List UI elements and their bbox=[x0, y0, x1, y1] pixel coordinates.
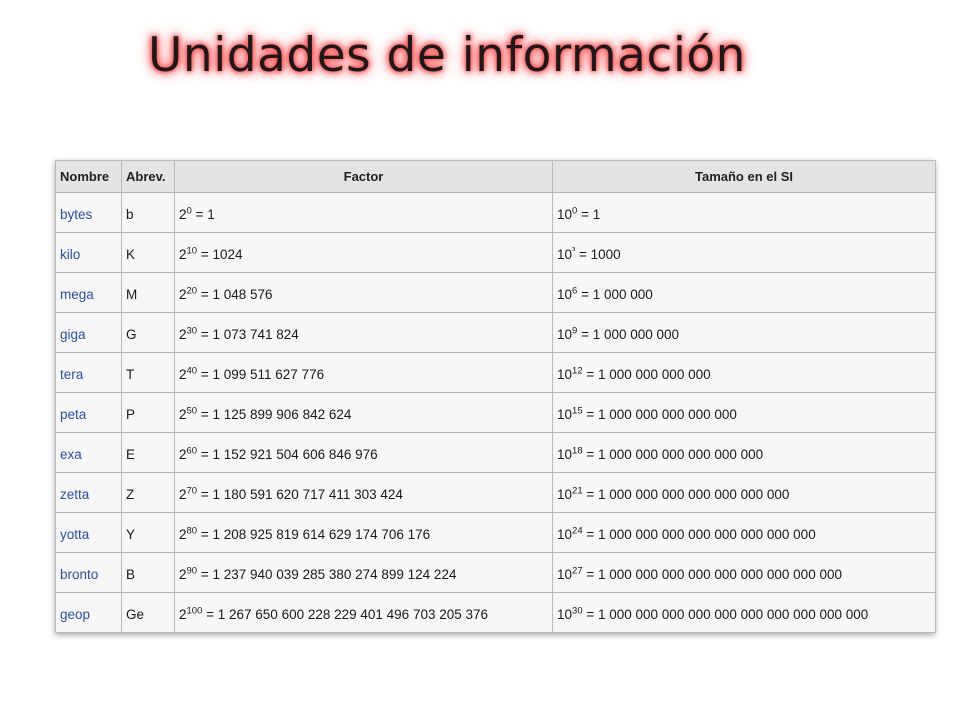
unit-si-size bbox=[553, 593, 936, 633]
table-body bbox=[56, 193, 936, 633]
unit-name-link[interactable]: kilo bbox=[56, 233, 122, 273]
unit-name-link[interactable]: exa bbox=[56, 433, 122, 473]
factor-value: = 1 267 650 600 228 229 401 496 703 205 376 bbox=[202, 607, 489, 622]
unit-name-link[interactable]: zetta bbox=[56, 473, 122, 513]
unit-si-size bbox=[553, 353, 936, 393]
unit-abbr: P bbox=[122, 393, 175, 433]
factor-value: = 1 048 576 bbox=[197, 287, 273, 302]
unit-factor bbox=[175, 193, 553, 233]
si-value: = 1 000 000 000 000 000 000 bbox=[582, 447, 764, 462]
table-row bbox=[56, 593, 936, 633]
factor-value: = 1 073 741 824 bbox=[197, 327, 299, 342]
si-exponent: 12 bbox=[572, 365, 583, 377]
unit-factor bbox=[175, 593, 553, 633]
factor-base: 2 bbox=[179, 207, 187, 222]
factor-base: 2 bbox=[179, 327, 187, 342]
si-exponent: 6 bbox=[572, 285, 578, 297]
unit-si-size bbox=[553, 233, 936, 273]
factor-exponent: 20 bbox=[186, 285, 198, 297]
factor-base: 2 bbox=[179, 447, 187, 462]
factor-base: 2 bbox=[179, 487, 187, 502]
si-value: = 1 000 000 000 000 bbox=[582, 367, 711, 382]
table-row bbox=[56, 513, 936, 553]
si-value: = 1 000 000 000 000 000 bbox=[582, 407, 737, 422]
table-row bbox=[56, 553, 936, 593]
si-value: = 1 000 000 000 000 000 000 000 bbox=[582, 487, 790, 502]
factor-exponent: 10 bbox=[186, 245, 198, 257]
unit-factor bbox=[175, 273, 553, 313]
si-exponent: 27 bbox=[572, 565, 583, 577]
units-table bbox=[55, 160, 936, 633]
table-row bbox=[56, 433, 936, 473]
table-row bbox=[56, 313, 936, 353]
unit-abbr: B bbox=[122, 553, 175, 593]
unit-name-link[interactable]: tera bbox=[56, 353, 122, 393]
si-exponent: 18 bbox=[572, 445, 583, 457]
factor-base: 2 bbox=[179, 367, 187, 382]
unit-si-size bbox=[553, 473, 936, 513]
factor-value: = 1 237 940 039 285 380 274 899 124 224 bbox=[197, 567, 457, 582]
unit-name-link[interactable]: yotta bbox=[56, 513, 122, 553]
si-base: 10 bbox=[557, 367, 573, 382]
factor-base: 2 bbox=[179, 607, 187, 622]
unit-si-size bbox=[553, 193, 936, 233]
unit-si-size bbox=[553, 553, 936, 593]
unit-si-size bbox=[553, 513, 936, 553]
unit-name-link[interactable]: peta bbox=[56, 393, 122, 433]
unit-abbr: K bbox=[122, 233, 175, 273]
unit-abbr: Ge bbox=[122, 593, 175, 633]
si-value: = 1 000 000 bbox=[577, 287, 653, 302]
factor-value: = 1024 bbox=[197, 247, 243, 262]
unit-name-link[interactable]: mega bbox=[56, 273, 122, 313]
unit-abbr: M bbox=[122, 273, 175, 313]
unit-abbr: Y bbox=[122, 513, 175, 553]
si-exponent: ³ bbox=[572, 245, 576, 257]
factor-exponent: 80 bbox=[186, 525, 198, 537]
header-name[interactable]: Nombre bbox=[56, 161, 122, 193]
unit-factor bbox=[175, 353, 553, 393]
factor-exponent: 40 bbox=[186, 365, 198, 377]
unit-abbr: G bbox=[122, 313, 175, 353]
factor-value: = 1 099 511 627 776 bbox=[197, 367, 325, 382]
unit-si-size bbox=[553, 313, 936, 353]
si-exponent: 9 bbox=[572, 325, 578, 337]
factor-exponent: 0 bbox=[186, 205, 192, 217]
header-abbr[interactable]: Abrev. bbox=[122, 161, 175, 193]
unit-abbr: b bbox=[122, 193, 175, 233]
si-base: 10 bbox=[557, 327, 573, 342]
unit-factor bbox=[175, 393, 553, 433]
factor-base: 2 bbox=[179, 567, 187, 582]
header-factor[interactable]: Factor bbox=[175, 161, 553, 193]
factor-exponent: 50 bbox=[186, 405, 198, 417]
unit-si-size bbox=[553, 273, 936, 313]
table-row bbox=[56, 273, 936, 313]
unit-si-size bbox=[553, 393, 936, 433]
si-exponent: 0 bbox=[572, 205, 578, 217]
unit-abbr: E bbox=[122, 433, 175, 473]
unit-abbr: T bbox=[122, 353, 175, 393]
factor-value: = 1 180 591 620 717 411 303 424 bbox=[197, 487, 403, 502]
si-value: = 1000 bbox=[575, 247, 621, 262]
si-base: 10 bbox=[557, 287, 573, 302]
si-base: 10 bbox=[557, 487, 573, 502]
slide-title: Unidades de información bbox=[148, 28, 746, 83]
si-base: 10 bbox=[557, 567, 573, 582]
factor-value: = 1 bbox=[191, 207, 215, 222]
factor-value: = 1 152 921 504 606 846 976 bbox=[197, 447, 378, 462]
si-value: = 1 bbox=[577, 207, 601, 222]
unit-factor bbox=[175, 433, 553, 473]
si-value: = 1 000 000 000 000 000 000 000 000 bbox=[582, 527, 816, 542]
si-value: = 1 000 000 000 000 000 000 000 000 000 000 bbox=[582, 607, 869, 622]
factor-exponent: 90 bbox=[186, 565, 198, 577]
si-value: = 1 000 000 000 bbox=[577, 327, 680, 342]
table-row bbox=[56, 233, 936, 273]
si-exponent: 15 bbox=[572, 405, 583, 417]
factor-base: 2 bbox=[179, 287, 187, 302]
unit-factor bbox=[175, 553, 553, 593]
si-value: = 1 000 000 000 000 000 000 000 000 000 bbox=[582, 567, 842, 582]
table-row bbox=[56, 393, 936, 433]
table-row bbox=[56, 193, 936, 233]
unit-name-link[interactable]: geop bbox=[56, 593, 122, 633]
si-base: 10 bbox=[557, 247, 573, 262]
unit-factor bbox=[175, 513, 553, 553]
si-exponent: 24 bbox=[572, 525, 583, 537]
factor-exponent: 70 bbox=[186, 485, 198, 497]
factor-base: 2 bbox=[179, 407, 187, 422]
unit-name-link[interactable]: giga bbox=[56, 313, 122, 353]
si-base: 10 bbox=[557, 447, 573, 462]
factor-exponent: 100 bbox=[186, 605, 203, 617]
table-row bbox=[56, 353, 936, 393]
unit-abbr: Z bbox=[122, 473, 175, 513]
unit-si-size bbox=[553, 433, 936, 473]
unit-factor bbox=[175, 473, 553, 513]
factor-value: = 1 208 925 819 614 629 174 706 176 bbox=[197, 527, 431, 542]
unit-name-link[interactable]: bytes bbox=[56, 193, 122, 233]
unit-factor bbox=[175, 313, 553, 353]
unit-factor bbox=[175, 233, 553, 273]
factor-base: 2 bbox=[179, 247, 187, 262]
si-exponent: 30 bbox=[572, 605, 583, 617]
si-base: 10 bbox=[557, 207, 573, 222]
factor-value: = 1 125 899 906 842 624 bbox=[197, 407, 352, 422]
table-header-row bbox=[56, 161, 936, 193]
table-row bbox=[56, 473, 936, 513]
units-table-container bbox=[55, 160, 935, 633]
si-base: 10 bbox=[557, 607, 573, 622]
factor-exponent: 60 bbox=[186, 445, 198, 457]
unit-name-link[interactable]: bronto bbox=[56, 553, 122, 593]
si-base: 10 bbox=[557, 407, 573, 422]
factor-exponent: 30 bbox=[186, 325, 198, 337]
header-si[interactable]: Tamaño en el SI bbox=[553, 161, 936, 193]
factor-base: 2 bbox=[179, 527, 187, 542]
si-exponent: 21 bbox=[572, 485, 583, 497]
si-base: 10 bbox=[557, 527, 573, 542]
